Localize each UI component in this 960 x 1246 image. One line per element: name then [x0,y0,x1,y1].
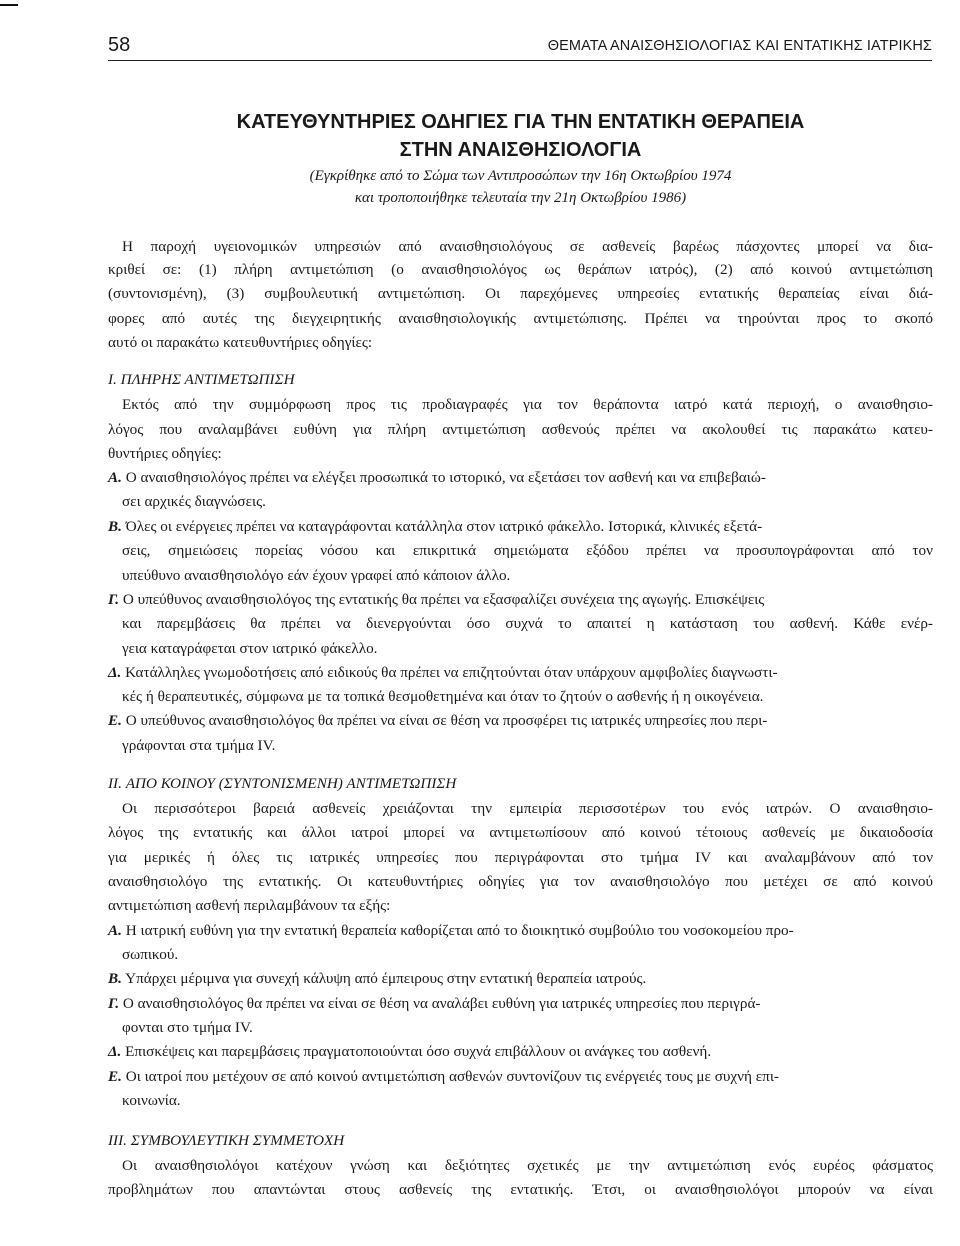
page-header [108,32,932,61]
item-text: Ο υπεύθυνος αναισθησιολόγος θα πρέπει να είναι σε θέση να προσφέρει τις ιατρικές υπηρεσίες που περι- [125,712,768,729]
item-continuation: υπεύθυνο αναισθησιολόγο εάν έχουν γραφεί από κάποιον άλλο. [122,567,511,584]
item-continuation: σει αρχικές διαγνώσεις. [122,493,266,510]
item-text: Όλες οι ενέργειες πρέπει να καταγράφονται κατάλληλα στον ιατρικό φάκελλο. Ιστορικά, κλινικές εξετά- [125,518,763,535]
item-label: Δ. [108,1043,122,1060]
item-label: Δ. [108,664,122,681]
item-continuation: φονται στο τμήμα IV. [122,1019,253,1036]
scan-corner-mark [0,4,18,6]
intro-line: κριθεί σε: (1) πλήρη αντιμετώπιση (ο αναισθησιολόγος ως θεράπων ιατρός), (2) από κοινού αντιμετώπιση [108,261,933,278]
intro-line: αυτό οι παρακάτω κατευθυντήριες οδηγίες: [108,334,373,351]
section-intro-line: Εκτός από την συμμόρφωση προς τις προδιαγραφές για τον θεράποντα ιατρό κατά περιοχή, ο αναισθησιο- [122,396,933,413]
section-intro-line: Οι αναισθησιολόγοι κατέχουν γνώση και δεξιότητες σχετικές με την αντιμετώπιση ενός ευρέος φάσματος [122,1157,933,1174]
title-line-2: ΣΤΗΝ ΑΝΑΙΣΘΗΣΙΟΛΟΓΙΑ [399,139,642,161]
section-heading: II. ΑΠΟ ΚΟΙΝΟΥ (ΣΥΝΤΟΝΙΣΜΕΝΗ) ΑΝΤΙΜΕΤΩΠΙΣΗ [108,775,457,792]
section-heading: Ι. ΠΛΗΡΗΣ ΑΝΤΙΜΕΤΩΠΙΣΗ [108,371,295,388]
list-item [108,517,762,537]
list-item [108,994,760,1014]
item-continuation: σεις, σημειώσεις πορείας νόσου και επικριτικά σημειώματα εξόδου πρέπει να προσυπογράφονται από τον [122,542,933,559]
item-label: Β. [108,518,122,535]
item-label: Γ. [108,995,120,1012]
section-intro-line: Οι περισσότεροι βαρειά ασθενείς χρειάζονται την εμπειρία περισσοτέρων του ενός ιατρών. Ο αναισθησιο- [122,800,933,817]
section-intro-line: αναισθησιολόγο της εντατικής. Οι κατευθυντήριες οδηγίες για τον αναισθησιολόγο που μετέχει σε από κοινού [108,873,933,890]
item-label: Β. [108,970,122,987]
list-item [108,921,794,941]
item-text: Ο αναισθησιολόγος θα πρέπει να είναι σε θέση να αναλάβει ευθύνη για ιατρικές υπηρεσίες που περιγρά- [122,995,761,1012]
item-continuation: σωπικού. [122,946,179,963]
page-number: 58 [108,34,131,56]
item-text: Κατάλληλες γνωμοδοτήσεις από ειδικούς θα πρέπει να επιζητούνται όταν υπάρχουν αμφιβολίες διαγνωστι- [125,664,778,681]
item-continuation: και παρεμβάσεις θα πρέπει να διενεργούνται όσο συχνά το απαιτεί η κατάσταση του ασθενή. Κάθε ενέρ- [122,615,933,632]
list-item [108,468,766,488]
approval-note-1: (Εγκρίθηκε από το Σώμα των Αντιπροσώπων την 16η Οκτωβρίου 1974 [309,168,732,184]
section-intro-line: για μερικές ή όλες τις ιατρικές υπηρεσίες που περιγράφονται στο τμήμα IV και αναλαμβάνουν από τον [108,849,933,866]
section-intro-line: θυντήριες οδηγίες: [108,445,222,462]
item-continuation: κές ή θεραπευτικές, σύμφωνα με τα τοπικά θεσμοθετημένα και όταν το ζητούν ο ασθενής ή η οικογένεια. [122,688,764,705]
list-item [108,1042,711,1062]
intro-line: φορες από αυτές της διεγχειρητικής αναισθησιολογικής αντιμετώπισης. Πρέπει να τηρούνται προς το σκοπό [108,310,933,327]
intro-line: Η παροχή υγειονομικών υπηρεσιών από αναισθησιολόγους σε ασθενείς βαρέως πάσχοντες μπορεί να δια- [122,238,933,255]
item-text: Ο υπεύθυνος αναισθησιολόγος της εντατικής θα πρέπει να εξασφαλίζει συνέχεια της αγωγής. Επισκέψεις [122,591,765,608]
section-heading: III. ΣΥΜΒΟΥΛΕΥΤΙΚΗ ΣΥΜΜΕΤΟΧΗ [108,1132,345,1149]
item-continuation: κοινωνία. [122,1092,181,1109]
list-item [108,711,767,731]
title-line-1: ΚΑΤΕΥΘΥΝΤΗΡΙΕΣ ΟΔΗΓΙΕΣ ΓΙΑ ΤΗΝ ΕΝΤΑΤΙΚΗ ΘΕΡΑΠΕΙΑ [236,111,805,133]
running-head: ΘΕΜΑΤΑ ΑΝΑΙΣΘΗΣΙΟΛΟΓΙΑΣ ΚΑΙ ΕΝΤΑΤΙΚΗΣ ΙΑΤΡΙΚΗΣ [547,38,932,54]
item-label: Ε. [108,712,122,729]
item-text: Οι ιατροί που μετέχουν σε από κοινού αντιμετώπιση ασθενών συντονίζουν τις ενέργειές τους με συχνή επι- [125,1068,779,1085]
intro-line: (συντονισμένη), (3) συμβουλευτική αντιμετώπιση. Οι παρεχόμενες υπηρεσίες εντατικής θεραπείας είναι διά- [108,285,933,302]
section-intro-line: προβλημάτων που απαντώνται στους ασθενείς της εντατικής. Έτσι, οι αναισθησιολόγοι μπορούν να είναι [108,1181,933,1198]
list-item [108,1067,779,1087]
item-label: Ε. [108,1068,122,1085]
item-label: Α. [108,922,122,939]
section-intro-line: αντιμετώπιση ασθενή περιλαμβάνουν τα εξής: [108,897,391,914]
list-item [108,969,646,989]
section-intro-line: λόγος της εντατικής και άλλοι ιατροί μπορεί να αντιμετωπίσουν από κοινού τέτοιους ασθενείς με δικαιοδοσία [108,824,933,841]
item-text: Επισκέψεις και παρεμβάσεις πραγματοποιούνται όσο συχνά επιβάλλουν οι ανάγκες του ασθενή. [125,1043,712,1060]
item-text: Υπάρχει μέριμνα για συνεχή κάλυψη από έμπειρους στην εντατική θεραπεία ιατρούς. [125,970,647,987]
approval-note-2: και τροποποιήθηκε τελευταία την 21η Οκτωβρίου 1986) [354,190,687,206]
list-item [108,590,764,610]
item-label: Γ. [108,591,120,608]
item-label: Α. [108,469,122,486]
item-continuation: γράφονται στα τμήμα IV. [122,737,276,754]
section-intro-line: λόγος που αναλαμβάνει ευθύνη για πλήρη αντιμετώπιση ασθενούς πρέπει να ακολουθεί τις παρακάτω κατευ- [108,421,933,438]
list-item [108,663,778,683]
item-continuation: γεια καταγράφεται στον ιατρικό φάκελλο. [122,640,378,657]
item-text: Η ιατρική ευθύνη για την εντατική θεραπεία καθορίζεται από το διοικητικό συμβούλιο του νοσοκομείου προ- [125,922,794,939]
item-text: Ο αναισθησιολόγος πρέπει να ελέγξει προσωπικά το ιστορικό, να εξετάσει τον ασθενή και να επιβεβαιώ- [125,469,766,486]
